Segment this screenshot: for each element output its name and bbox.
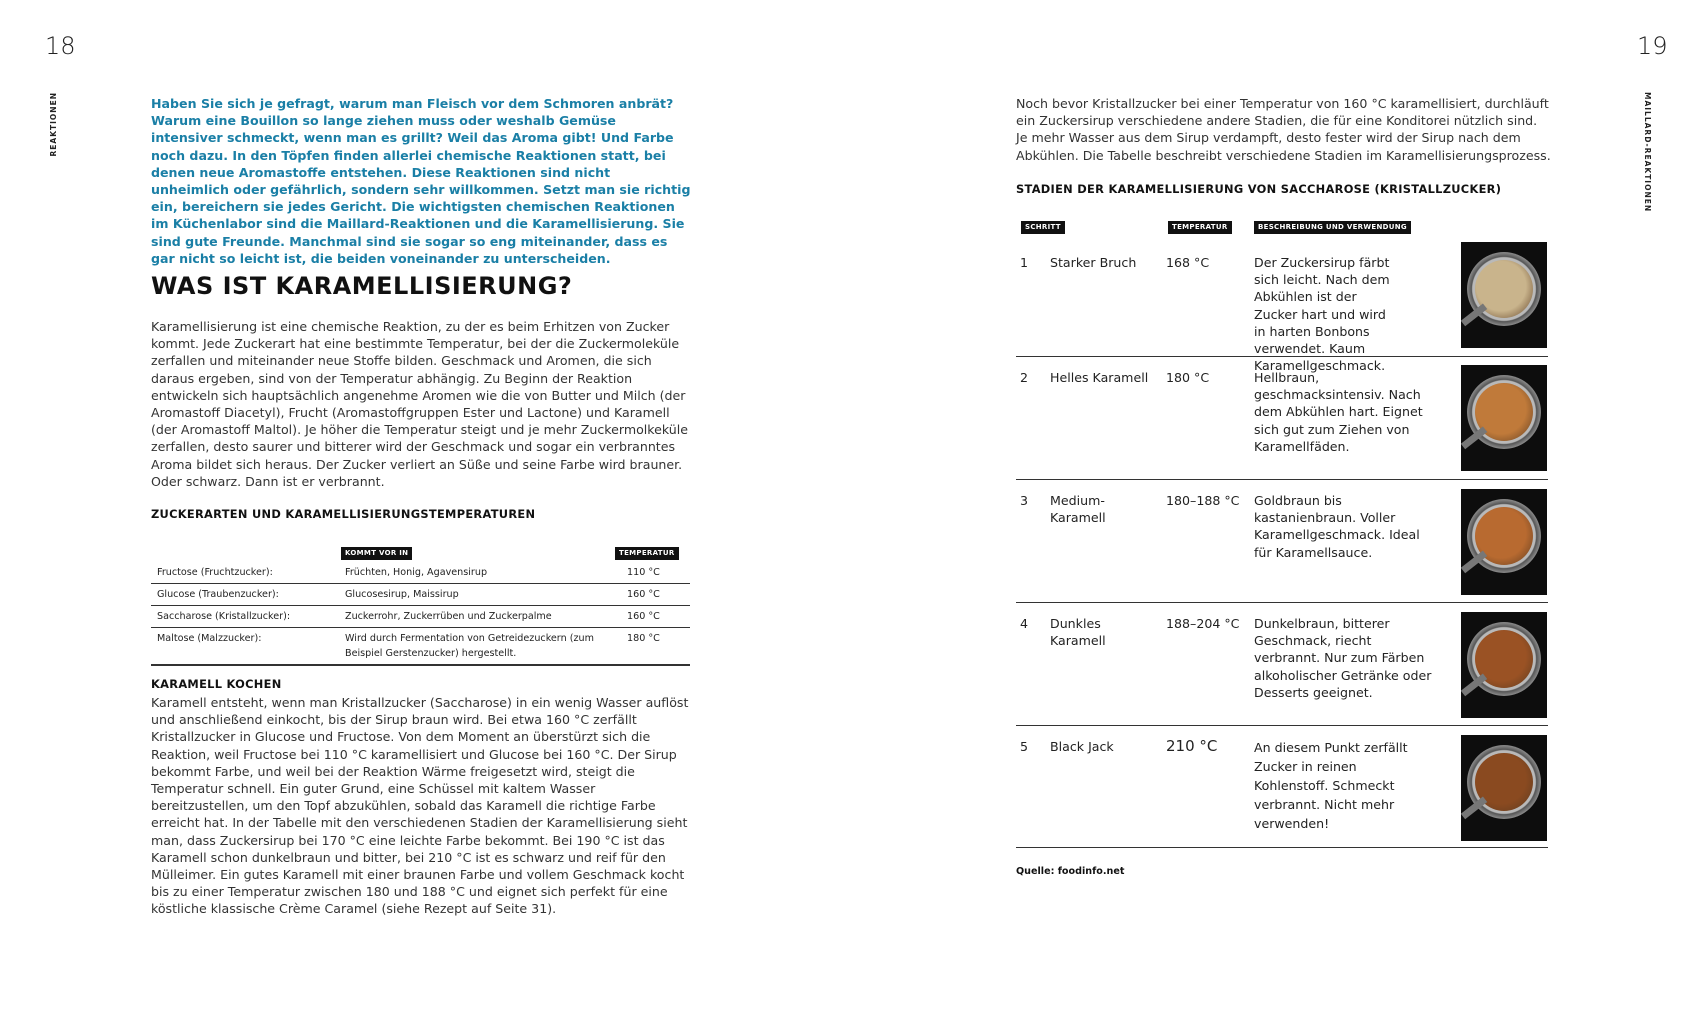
sugar-name: Glucose (Traubenzucker): [151, 584, 339, 606]
stage-desc: Goldbraun bis kastanienbraun. Voller Karamellgeschmack. Ideal für Karamellsauce. [1254, 493, 1420, 560]
side-label-right: MAILLARD-REAKTIONEN [1643, 92, 1652, 213]
intro-paragraph: Haben Sie sich je gefragt, warum man Fleisch vor dem Schmoren anbrät? Warum eine Bouillon so lange ziehen muss oder weshalb Gemüse intensiver schmeckt, wenn man es grillt? Weil das Aroma gibt! Und Farbe noch dazu. In den Töpfen finden allerlei chemische Reaktionen statt, bei denen neue Aromastoffe entstehen. Diese Reaktionen sind nicht unheimlich oder gefährlich, sondern sehr willkommen. Setzt man sie richtig ein, bereichern sie jedes Gericht. Die wichtigsten chemischen Reaktionen im Küchenlabor sind die Maillard-Reaktionen und die Karamellisierung. Sie sind gute Freunde. Manchmal sind sie sogar so eng miteinander, dass es gar nicht so leicht ist, die beiden voneinander zu unterscheiden. [151, 96, 691, 266]
stages-table-title: STADIEN DER KARAMELLISIERUNG VON SACCHAROSE (KRISTALLZUCKER) [1016, 182, 1502, 196]
stage-temp: 188–204 °C [1166, 616, 1240, 631]
header-step [1021, 214, 1065, 234]
section-heading: WAS IST KARAMELLISIERUNG? [151, 272, 573, 300]
caramel-pan-image [1461, 242, 1547, 348]
table-row [151, 628, 690, 666]
sugar-temp: 180 °C [621, 628, 690, 666]
header-desc [1254, 214, 1411, 234]
header-temp-tag: TEMPERATUR [615, 547, 679, 560]
section2-body: Karamell entsteht, wenn man Kristallzucker (Saccharose) in ein wenig Wasser auflöst und anschließend einkocht, bis der Sirup braun wird. Bei etwa 160 °C zerfällt Kristallzucker in Glucose und Fructose. Von dem Moment an überstürzt sich die Reaktion, weil Fructose bei 110 °C karamellisiert und Glucose bei 160 °C. Der Sirup bekommt Farbe, und weil bei der Reaktion Wärme freigesetzt wird, steigt die Temperatur schnell. Ein guter Grund, eine Schüssel mit kaltem Wasser bereitzustellen, um den Topf abzukühlen, sobald das Karamell die richtige Farbe erreicht hat. In der Tabelle mit den verschiedenen Stadien der Karamellisierung sieht man, dass Zuckersirup bei 170 °C eine leichte Farbe bekommt. Bei 190 °C ist das Karamell schon dunkelbraun und bitter, bei 210 °C ist es schwarz und reif für den Mülleimer. Ein gutes Karamell mit einer braunen Farbe und vollem Geschmack kocht bis zu einer Temperatur zwischen 180 und 188 °C und eignet sich perfekt für eine köstliche klassische Crème Caramel (siehe Rezept auf Seite 31). [151, 695, 689, 917]
sugar-source: Zuckerrohr, Zuckerrüben und Zuckerpalme [339, 606, 621, 628]
caramel-pan-image [1461, 365, 1547, 471]
side-label-left: REAKTIONEN [49, 92, 58, 157]
header-source-tag: KOMMT VOR IN [341, 547, 412, 560]
stage-name: Helles Karamell [1050, 370, 1149, 385]
table-row [151, 606, 690, 628]
header-source [341, 540, 412, 560]
sugar-name: Saccharose (Kristallzucker): [151, 606, 339, 628]
page-number-right: 19 [1637, 32, 1668, 60]
sugar-table [151, 562, 690, 666]
stage-name: Medium-Karamell [1050, 493, 1106, 526]
sugar-name: Fructose (Fruchtzucker): [151, 562, 339, 584]
stage-desc: Der Zuckersirup färbt sich leicht. Nach dem Abkühlen ist der Zucker hart und wird in harten Bonbons verwendet. Kaum Karamellgeschmack. [1254, 255, 1390, 374]
sugar-source: Früchten, Honig, Agavensirup [339, 562, 621, 584]
stage-name: Dunkles Karamell [1050, 616, 1106, 649]
stage-row-2 [1016, 357, 1548, 480]
section2-heading: KARAMELL KOCHEN [151, 677, 282, 691]
stage-number: 3 [1020, 493, 1029, 508]
stage-row-3 [1016, 480, 1548, 603]
stage-number: 4 [1020, 616, 1029, 631]
caramel-pan-image [1461, 735, 1547, 841]
body-paragraph: Karamellisierung ist eine chemische Reaktion, zu der es beim Erhitzen von Zucker kommt. Jede Zuckerart hat eine bestimmte Temperatur, bei der die Zuckermoleküle zerfallen und miteinander neue Stoffe bilden. Geschmack und Aromen, die sich daraus ergeben, sind von der Temperatur abhängig. Zu Beginn der Reaktion entwickeln sich hauptsächlich angenehme Aromen wie die von Butter und Milch (der Aromastoff Diacetyl), Frucht (Aromastoffgruppen Ester und Lactone) und Karamell (der Aromastoff Maltol). Je höher die Temperatur steigt und je mehr Zuckermolkeküle zerfallen, desto saurer und bitterer wird der Geschmack und sogar ein verbranntes Aroma bildet sich heraus. Der Zucker verliert an Süße und seine Farbe wird brauner. Oder schwarz. Dann ist er verbrannt. [151, 319, 689, 489]
table-row [151, 584, 690, 606]
table-row [151, 562, 690, 584]
stage-row-4 [1016, 603, 1548, 726]
source-note: Quelle: foodinfo.net [1016, 866, 1125, 877]
sugar-temp: 160 °C [621, 584, 690, 606]
stage-desc: An diesem Punkt zerfällt Zucker in reinen Kohlenstoff. Schmeckt verbrannt. Nicht mehr verwenden! [1254, 740, 1408, 831]
stage-temp: 180 °C [1166, 370, 1210, 385]
page-number-left: 18 [45, 32, 76, 60]
stage-number: 1 [1020, 255, 1029, 270]
header-desc-tag: BESCHREIBUNG UND VERWENDUNG [1254, 221, 1411, 234]
caramel-pan-image [1461, 489, 1547, 595]
sugar-temp: 160 °C [621, 606, 690, 628]
sugar-temp: 110 °C [621, 562, 690, 584]
stage-row-1 [1016, 242, 1548, 374]
sugar-table-title: ZUCKERARTEN UND KARAMELLISIERUNGSTEMPERATUREN [151, 507, 536, 521]
stage-name: Starker Bruch [1050, 255, 1137, 270]
stage-temp: 210 °C [1166, 737, 1218, 755]
stage-number: 2 [1020, 370, 1029, 385]
caramel-pan-image [1461, 612, 1547, 718]
stage-desc: Dunkelbraun, bitterer Geschmack, riecht verbrannt. Nur zum Färben alkoholischer Getränke oder Desserts geeignet. [1254, 616, 1432, 700]
header-step-tag: SCHRITT [1021, 221, 1065, 234]
right-intro: Noch bevor Kristallzucker bei einer Temperatur von 160 °C karamellisiert, durchläuft ein Zuckersirup verschiedene andere Stadien, die für eine Konditorei nützlich sind. Je mehr Wasser aus dem Sirup verdampft, desto fester wird der Sirup nach dem Abkühlen. Die Tabelle beschreibt verschiedene Stadien im Karamellisierungsprozess. [1016, 96, 1551, 163]
sugar-source: Glucosesirup, Maissirup [339, 584, 621, 606]
stage-desc: Hellbraun, geschmacksintensiv. Nach dem Abkühlen hart. Eignet sich gut zum Ziehen von Karamellfäden. [1254, 370, 1423, 454]
stage-temp: 180–188 °C [1166, 493, 1240, 508]
stage-name: Black Jack [1050, 739, 1114, 754]
header-stage-temp-tag: TEMPERATUR [1168, 221, 1232, 234]
header-temp [615, 540, 679, 560]
stage-number: 5 [1020, 739, 1029, 754]
header-stage-temp [1168, 214, 1232, 234]
sugar-name: Maltose (Malzzucker): [151, 628, 339, 666]
stage-temp: 168 °C [1166, 255, 1210, 270]
sugar-source: Wird durch Fermentation von Getreidezuckern (zum Beispiel Gerstenzucker) hergestellt. [339, 628, 621, 666]
stage-row-5 [1016, 726, 1548, 848]
